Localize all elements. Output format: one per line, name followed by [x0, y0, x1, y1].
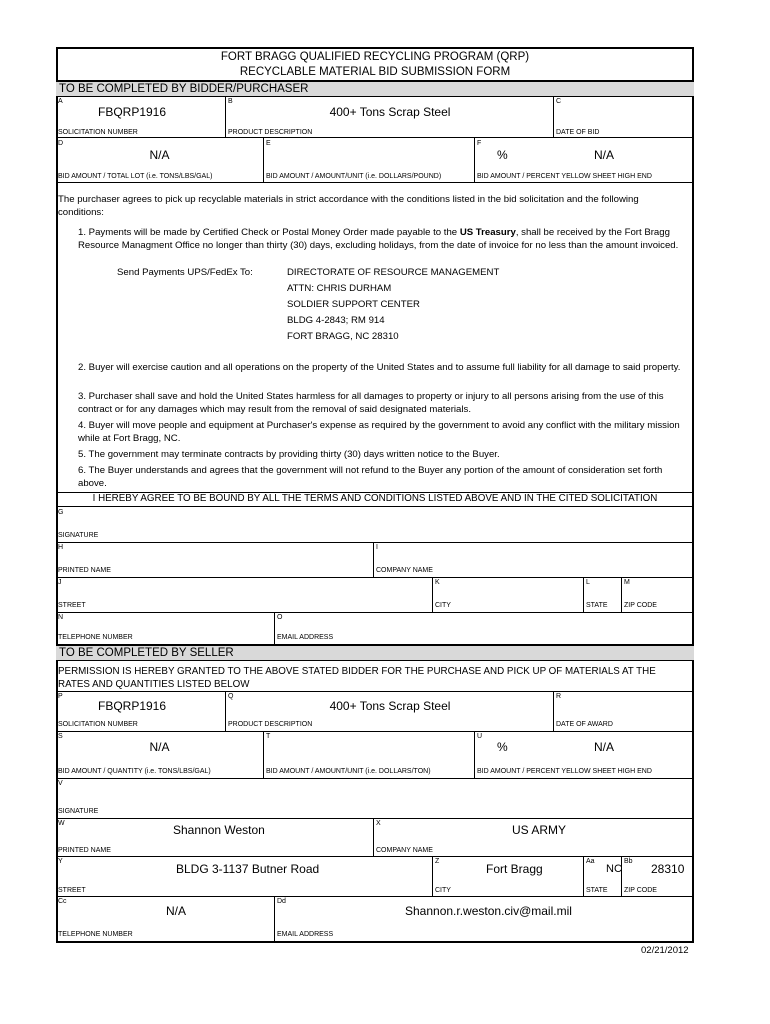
- field-letter-aa: Aa: [586, 858, 595, 865]
- field-letter-r: R: [556, 693, 562, 700]
- seller-state[interactable]: NC: [606, 863, 622, 875]
- bidder-caption-email: EMAIL ADDRESS: [277, 634, 334, 641]
- seller-solicitation-number[interactable]: FBQRP1916: [98, 699, 167, 713]
- seller-bid-quantity[interactable]: N/A: [149, 740, 170, 754]
- seller-product-description[interactable]: 400+ Tons Scrap Steel: [329, 699, 451, 713]
- field-letter-l: L: [586, 579, 590, 586]
- seller-caption-email: EMAIL ADDRESS: [277, 931, 334, 938]
- seller-email[interactable]: Shannon.r.weston.civ@mail.mil: [405, 904, 572, 918]
- field-letter-i: I: [376, 544, 378, 551]
- bidder-bid-total-lot[interactable]: N/A: [149, 148, 170, 162]
- field-letter-q: Q: [228, 693, 234, 700]
- field-letter-v: V: [58, 780, 63, 787]
- seller-bid-percent[interactable]: N/A: [594, 740, 615, 754]
- field-letter-p: P: [58, 693, 63, 700]
- bidder-caption-state: STATE: [586, 602, 608, 609]
- address-line-1: DIRECTORATE OF RESOURCE MANAGEMENT: [287, 267, 500, 278]
- form-revision-date: 02/21/2012: [641, 945, 689, 956]
- form-title-line1: FORT BRAGG QUALIFIED RECYCLING PROGRAM (QRP): [220, 51, 530, 63]
- bidder-caption-printed-name: PRINTED NAME: [58, 567, 111, 574]
- field-letter-o: O: [277, 614, 283, 621]
- field-letter-c: C: [556, 98, 562, 105]
- bidder-caption-date: DATE OF BID: [556, 129, 600, 136]
- seller-caption-signature: SIGNATURE: [58, 808, 99, 815]
- field-letter-f: F: [477, 140, 482, 147]
- terms-item-1: [78, 226, 686, 252]
- bidder-caption-total-lot: BID AMOUNT / TOTAL LOT (i.e. TONS/LBS/GAL): [58, 173, 213, 180]
- field-letter-j: J: [58, 579, 62, 586]
- seller-caption-percent: BID AMOUNT / PERCENT YELLOW SHEET HIGH END: [477, 768, 652, 775]
- bidder-caption-amount-unit: BID AMOUNT / AMOUNT/UNIT (i.e. DOLLARS/POUND): [266, 173, 442, 180]
- seller-caption-city: CITY: [435, 887, 451, 894]
- bidder-percent-sign: %: [497, 148, 508, 162]
- terms-item-1-bold: US Treasury: [459, 227, 516, 238]
- bidder-caption-solicitation: SOLICITATION NUMBER: [58, 129, 138, 136]
- terms-item-6: 6. The Buyer understands and agrees that the government will not refund to the Buyer any portion of the amount of consideration set forth above.: [78, 465, 663, 489]
- bidder-caption-telephone: TELEPHONE NUMBER: [58, 634, 133, 641]
- field-letter-s: S: [58, 733, 63, 740]
- bidder-caption-zip: ZIP CODE: [624, 602, 657, 609]
- terms-item-3: 3. Purchaser shall save and hold the United States harmless for all damages to property or injury to all persons arising from the use of this contract or for any damages which may result from the removal of said designated materials.: [78, 391, 664, 415]
- bidder-bid-percent[interactable]: N/A: [594, 148, 615, 162]
- agreement-statement: I HEREBY AGREE TO BE BOUND BY ALL THE TERMS AND CONDITIONS LISTED ABOVE AND IN THE CITED SOLICITATION: [92, 493, 658, 504]
- field-letter-dd: Dd: [277, 898, 286, 905]
- field-letter-h: H: [58, 544, 64, 551]
- field-letter-b: B: [228, 98, 233, 105]
- bidder-product-description[interactable]: 400+ Tons Scrap Steel: [329, 105, 451, 119]
- terms-item-1-pre: 1. Payments will be made by Certified Check or Postal Money Order made payable to the: [78, 227, 460, 238]
- seller-street[interactable]: BLDG 3-1137 Butner Road: [176, 862, 320, 876]
- bidder-caption-signature: SIGNATURE: [58, 532, 99, 539]
- field-letter-t: T: [266, 733, 271, 740]
- seller-caption-telephone: TELEPHONE NUMBER: [58, 931, 133, 938]
- seller-section-header: [56, 644, 694, 661]
- seller-signature-field[interactable]: [57, 779, 693, 817]
- seller-printed-name[interactable]: Shannon Weston: [173, 823, 265, 837]
- bidder-section-header: [56, 80, 694, 97]
- terms-item-1-post: , shall be received by the Fort Bragg Resource Managment Office no longer than thirty (30) days, excluding holidays, from the date of invoice for no less than the amount invoiced.: [78, 227, 679, 251]
- field-letter-u: U: [477, 733, 483, 740]
- seller-zip[interactable]: 28310: [651, 862, 685, 876]
- bidder-caption-product: PRODUCT DESCRIPTION: [228, 129, 313, 136]
- seller-caption-date-award: DATE OF AWARD: [556, 721, 613, 728]
- seller-city[interactable]: Fort Bragg: [486, 862, 543, 876]
- send-payments-label: Send Payments UPS/FedEx To:: [117, 267, 253, 278]
- bidder-signature-field[interactable]: [57, 507, 693, 542]
- field-letter-bb: Bb: [624, 858, 633, 865]
- field-letter-n: N: [58, 614, 64, 621]
- bidder-caption-city: CITY: [435, 602, 451, 609]
- seller-caption-quantity: BID AMOUNT / QUANTITY (i.e. TONS/LBS/GAL): [58, 768, 211, 775]
- seller-caption-amount-unit: BID AMOUNT / AMOUNT/UNIT (i.e. DOLLARS/TON): [266, 768, 431, 775]
- seller-caption-printed-name: PRINTED NAME: [58, 847, 111, 854]
- form-title-line2: RECYCLABLE MATERIAL BID SUBMISSION FORM: [239, 66, 511, 78]
- seller-company-name[interactable]: US ARMY: [512, 823, 567, 837]
- seller-caption-solicitation: SOLICITATION NUMBER: [58, 721, 138, 728]
- field-letter-m: M: [624, 579, 630, 586]
- field-letter-cc: Cc: [58, 898, 67, 905]
- field-letter-g: G: [58, 509, 64, 516]
- bidder-caption-street: STREET: [58, 602, 86, 609]
- field-letter-w: W: [58, 820, 65, 827]
- seller-telephone[interactable]: N/A: [166, 904, 187, 918]
- field-letter-z: Z: [435, 858, 440, 865]
- seller-caption-product: PRODUCT DESCRIPTION: [228, 721, 313, 728]
- terms-intro: The purchaser agrees to pick up recyclable materials in strict accordance with the conditions listed in the bid solicitation and the following conditions:: [58, 194, 639, 218]
- bidder-section-title: TO BE COMPLETED BY BIDDER/PURCHASER: [59, 83, 309, 95]
- seller-caption-zip: ZIP CODE: [624, 887, 657, 894]
- field-letter-d: D: [58, 140, 64, 147]
- seller-caption-street: STREET: [58, 887, 86, 894]
- bidder-solicitation-number[interactable]: FBQRP1916: [98, 105, 167, 119]
- seller-caption-state: STATE: [586, 887, 608, 894]
- address-line-5: FORT BRAGG, NC 28310: [287, 331, 399, 342]
- bidder-caption-company: COMPANY NAME: [376, 567, 433, 574]
- terms-item-4: 4. Buyer will move people and equipment at Purchaser's expense as required by the government to avoid any conflict with the military mission while at Fort Bragg, NC.: [78, 420, 680, 444]
- terms-item-5: 5. The government may terminate contracts by providing thirty (30) days written notice to the Buyer.: [78, 449, 500, 460]
- seller-section-title: TO BE COMPLETED BY SELLER: [59, 647, 234, 659]
- field-letter-e: E: [266, 140, 271, 147]
- field-letter-a: A: [58, 98, 63, 105]
- field-letter-y: Y: [58, 858, 63, 865]
- terms-item-2: 2. Buyer will exercise caution and all operations on the property of the United States and to assume full liability for all damage to said property.: [78, 362, 681, 373]
- field-letter-x: X: [376, 820, 381, 827]
- seller-percent-sign: %: [497, 740, 508, 754]
- seller-permission-statement: PERMISSION IS HEREBY GRANTED TO THE ABOVE STATED BIDDER FOR THE PURCHASE AND PICK UP OF MATERIALS AT THE RATES AND QUANTITIES LISTED BELOW: [58, 666, 656, 690]
- address-line-3: SOLDIER SUPPORT CENTER: [287, 299, 420, 310]
- seller-caption-company: COMPANY NAME: [376, 847, 433, 854]
- address-line-2: ATTN: CHRIS DURHAM: [287, 283, 392, 294]
- field-letter-k: K: [435, 579, 440, 586]
- address-line-4: BLDG 4-2843; RM 914: [287, 315, 385, 326]
- bidder-caption-percent: BID AMOUNT / PERCENT YELLOW SHEET HIGH END: [477, 173, 652, 180]
